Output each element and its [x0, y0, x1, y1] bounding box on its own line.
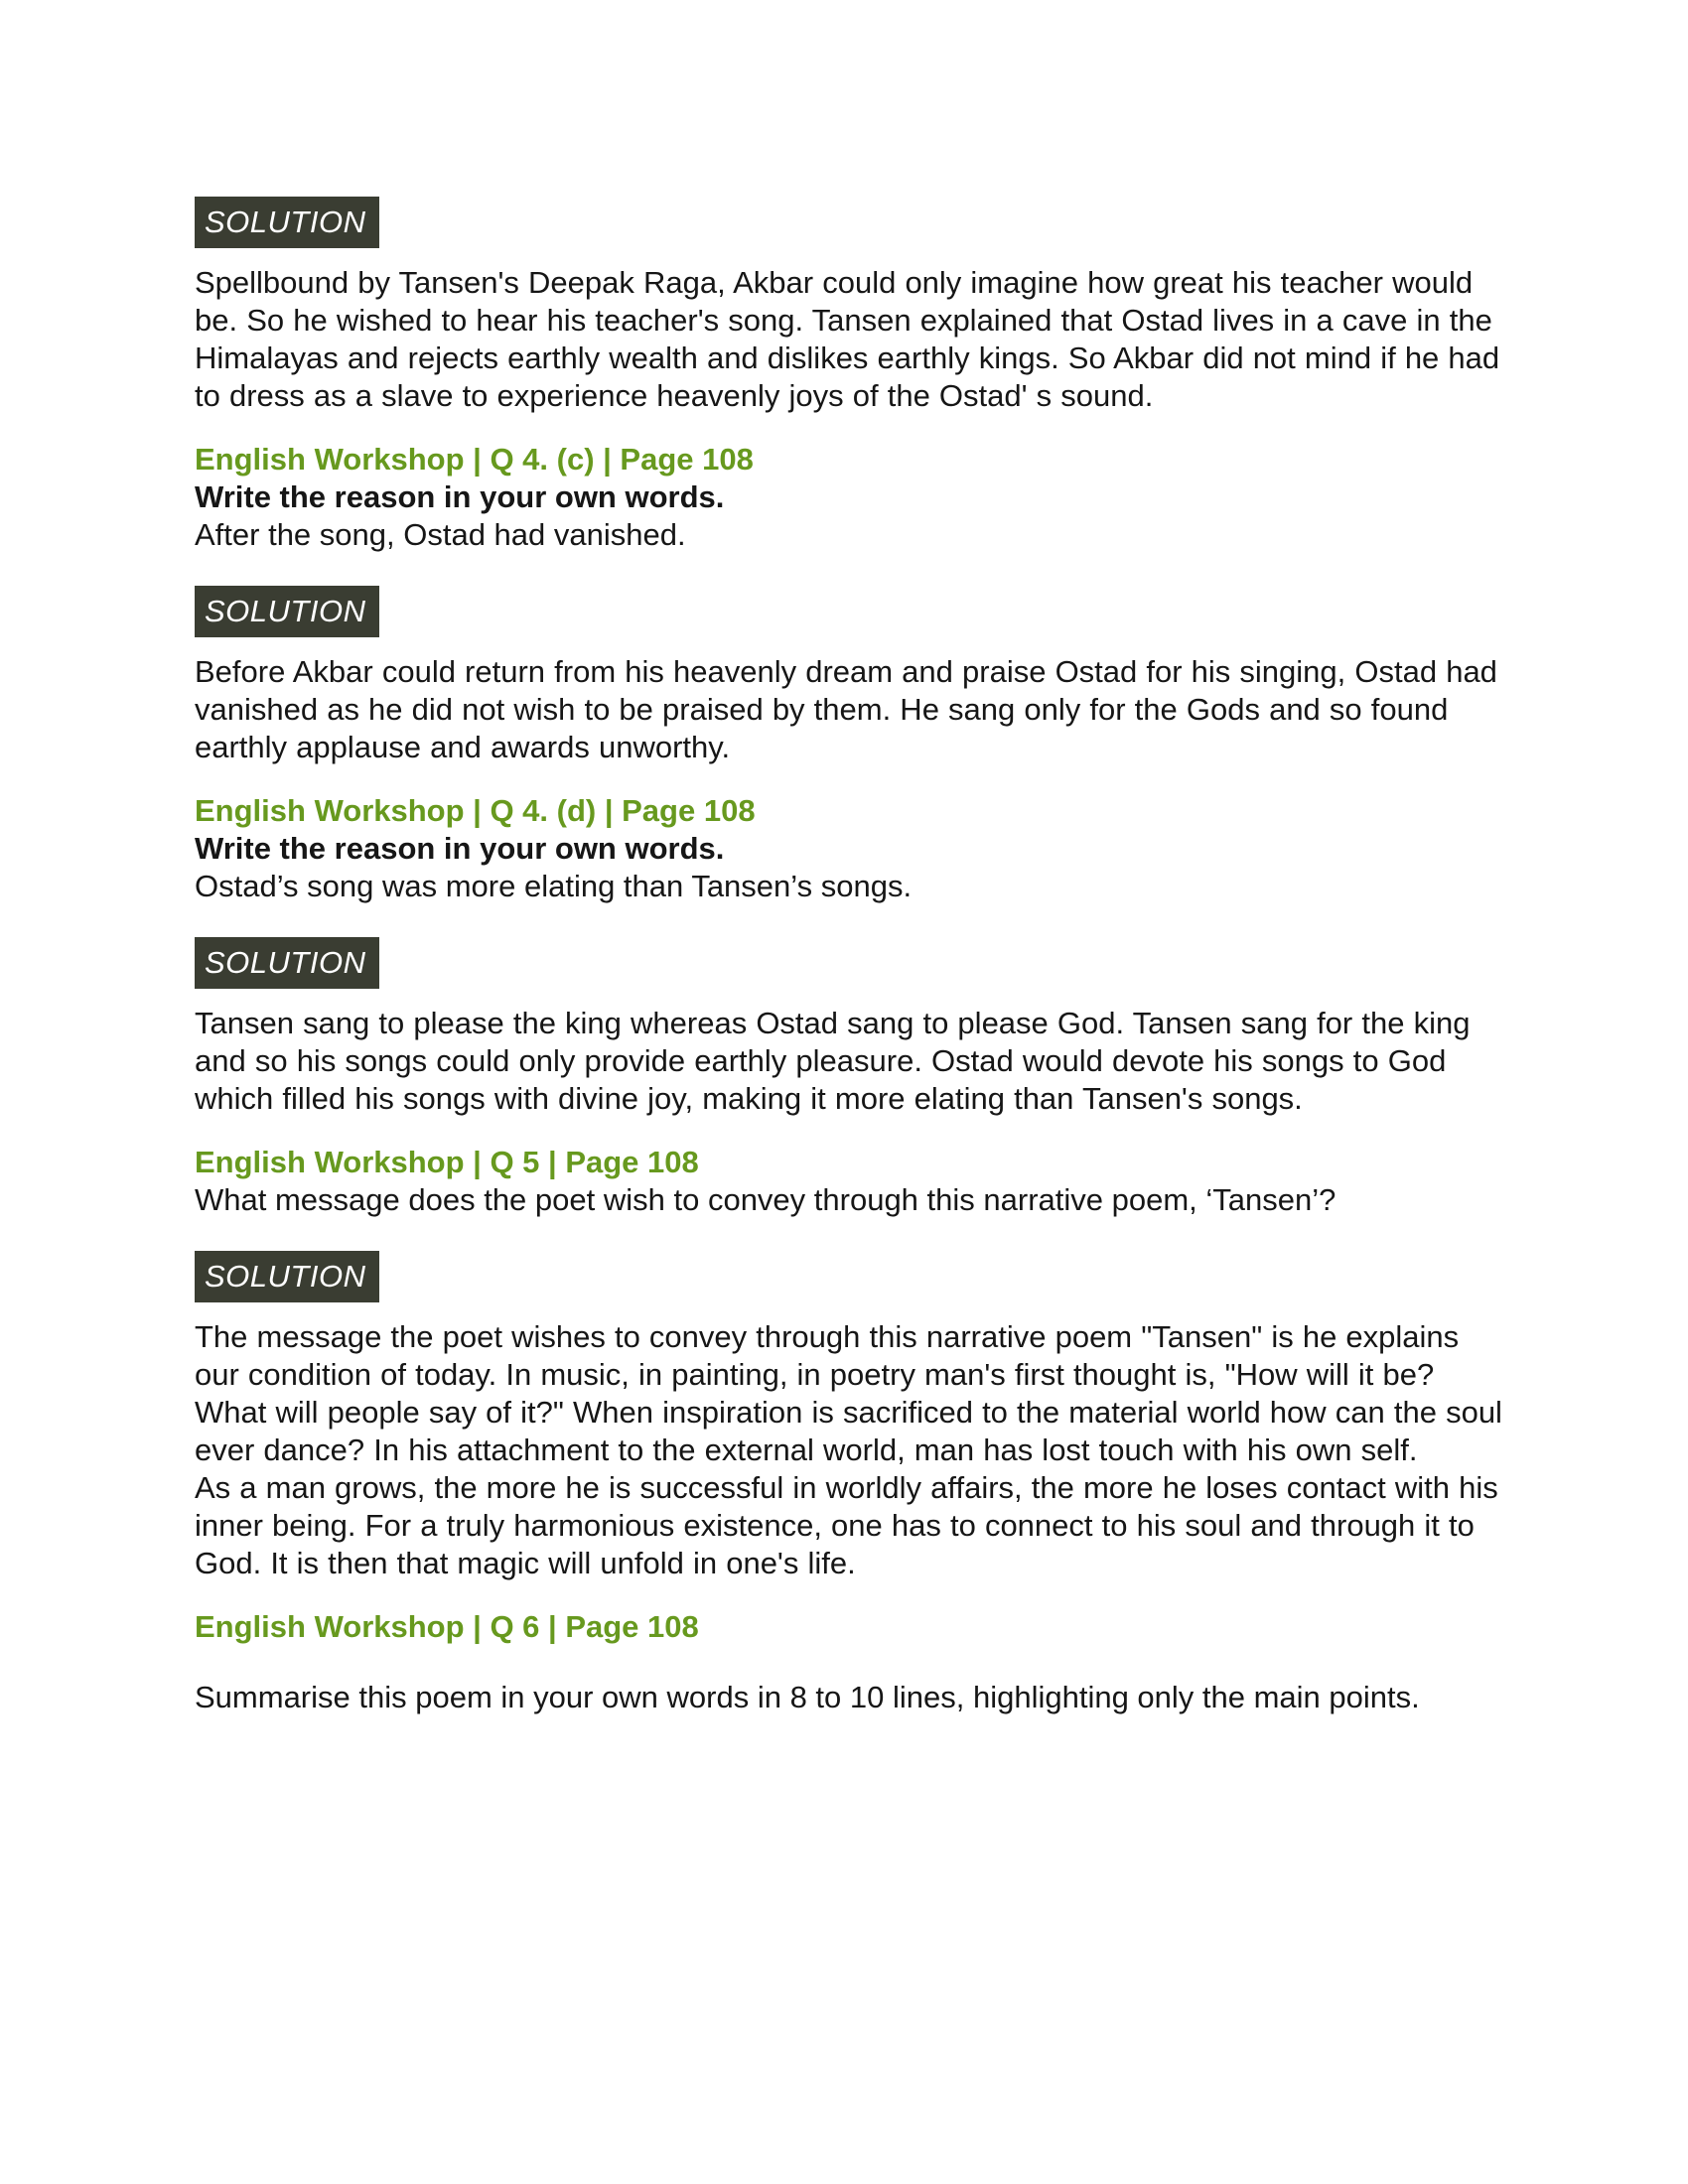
solution-answer-text: Before Akbar could return from his heavenly dream and praise Ostad for his singing, Ostad had vanished as he did not wish to be praised by them. He sang only for the Gods and so found earthly applause and awards unworthy. — [195, 654, 1497, 764]
solution-section-1 — [195, 197, 1509, 415]
question-section-q6 — [195, 1608, 1509, 1716]
solution-badge: SOLUTION — [195, 1251, 379, 1302]
question-text: What message does the poet wish to convey through this narrative poem, ‘Tansen’? — [195, 1182, 1336, 1217]
solution-answer-text: Tansen sang to please the king whereas Ostad sang to please God. Tansen sang for the king and so his songs could only provide earthly pleasure. Ostad would devote his songs to God which filled his songs with divine joy, making it more elating than Tansen's songs. — [195, 1006, 1471, 1116]
solution-badge: SOLUTION — [195, 197, 379, 248]
solution-badge: SOLUTION — [195, 937, 379, 989]
question-heading-link[interactable]: English Workshop | Q 5 | Page 108 — [195, 1145, 699, 1179]
question-text: After the song, Ostad had vanished. — [195, 517, 686, 552]
question-heading-link[interactable]: English Workshop | Q 4. (c) | Page 108 — [195, 442, 754, 477]
question-section-q4d — [195, 792, 1509, 905]
question-heading-link[interactable]: English Workshop | Q 6 | Page 108 — [195, 1609, 699, 1644]
question-text: Ostad’s song was more elating than Tansen’s songs. — [195, 869, 913, 903]
solution-answer-text: Spellbound by Tansen's Deepak Raga, Akbar could only imagine how great his teacher would be. So he wished to hear his teacher's song. Tansen explained that Ostad lives in a cave in the Himalayas and rejects earthly wealth and dislikes earthly kings. So Akbar did not mind if he had to dress as a slave to experience heavenly joys of the Ostad' s sound. — [195, 265, 1500, 413]
question-section-q5 — [195, 1144, 1509, 1219]
question-prompt: Write the reason in your own words. — [195, 831, 725, 866]
question-prompt: Write the reason in your own words. — [195, 479, 725, 514]
solution-badge: SOLUTION — [195, 586, 379, 637]
solution-answer-text: The message the poet wishes to convey through this narrative poem "Tansen" is he explains our condition of today. In music, in painting, in poetry man's first thought is, "How will it be? What will people say of it?" When inspiration is sacrificed to the material world how can the soul ever dance? In his attachment to the external world, man has lost touch with his own self. — [195, 1319, 1502, 1467]
question-text: Summarise this poem in your own words in 8 to 10 lines, highlighting only the main points. — [195, 1680, 1420, 1714]
solution-section-2 — [195, 586, 1509, 766]
solution-answer-text: As a man grows, the more he is successful in worldly affairs, the more he loses contact with his inner being. For a truly harmonious existence, one has to connect to his soul and through it to God. It is then that magic will unfold in one's life. — [195, 1470, 1498, 1580]
solution-section-4 — [195, 1251, 1509, 1582]
question-heading-link[interactable]: English Workshop | Q 4. (d) | Page 108 — [195, 793, 756, 828]
question-section-q4c — [195, 441, 1509, 554]
solution-section-3 — [195, 937, 1509, 1118]
